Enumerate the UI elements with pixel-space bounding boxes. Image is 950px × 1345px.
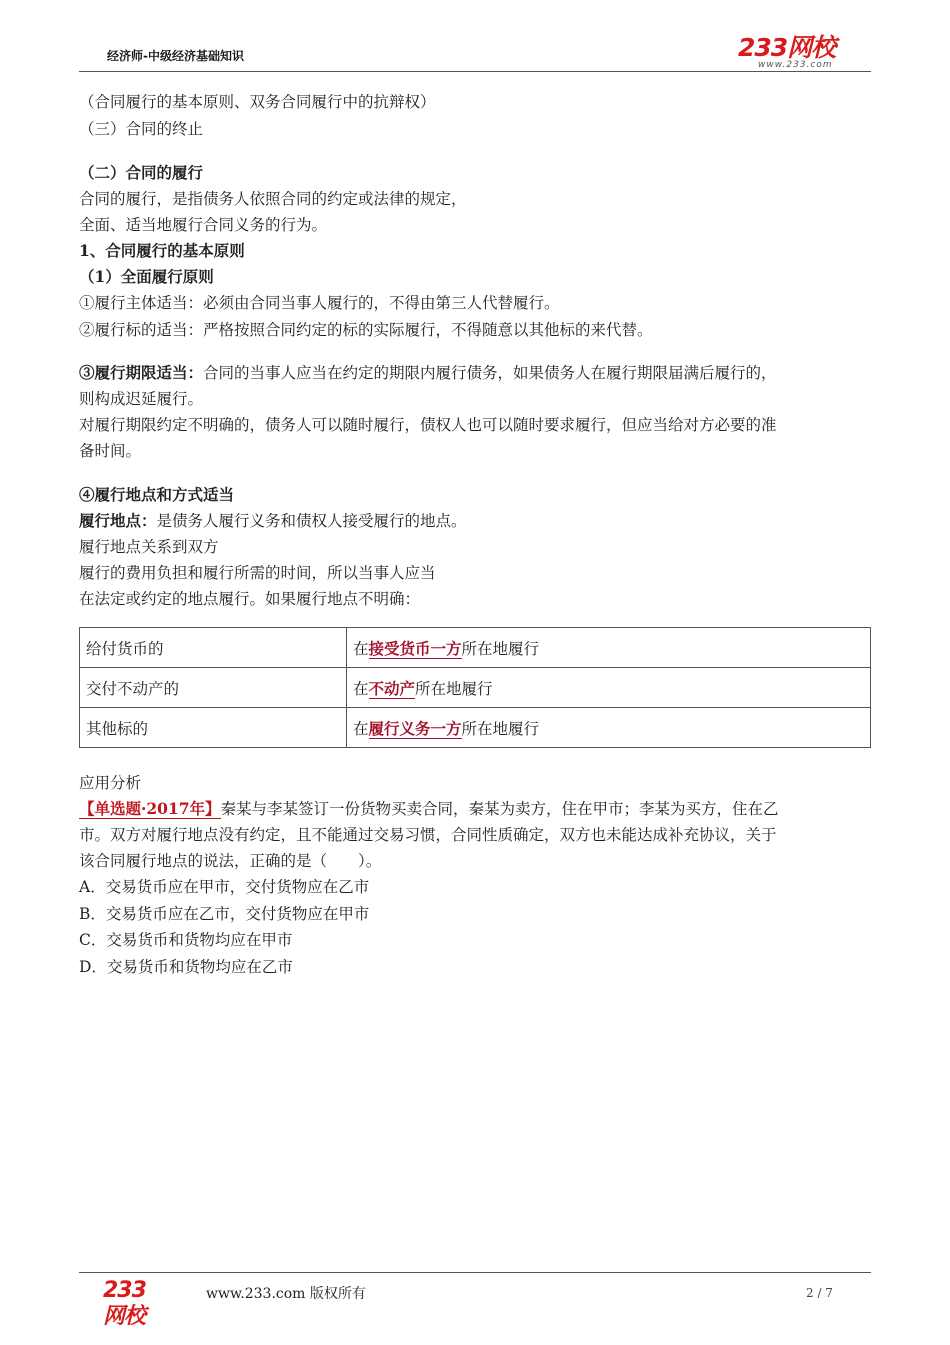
table-cell <box>347 628 871 668</box>
section-label: 应用分析 <box>79 774 142 792</box>
footer-divider <box>79 1272 871 1273</box>
text-line: ①履行主体适当：必须由合同当事人履行的，不得由第三人代替履行。 <box>79 294 560 312</box>
question-line <box>79 798 779 820</box>
header-title: 经济师-中级经济基础知识 <box>107 49 244 63</box>
highlight-text: 接受货币一方 <box>368 638 462 658</box>
text-line: 在法定或约定的地点履行。如果履行地点不明确： <box>79 590 421 608</box>
term-text: 合同的当事人应当在约定的期限内履行债务，如果债务人在履行期限届满后履行的， <box>203 364 777 382</box>
table-cell: 给付货币的 <box>80 628 347 668</box>
brand-logo[interactable] <box>738 35 853 73</box>
text-line: 合同的履行，是指债务人依照合同的约定或法律的规定， <box>79 190 467 208</box>
table-cell <box>347 708 871 748</box>
cell-text: 所在地履行 <box>461 719 540 738</box>
question-tag: 【单选题·2017年】 <box>79 799 221 818</box>
question-line: 市。双方对履行地点没有约定，且不能通过交易习惯，合同性质确定，双方也未能达成补充协议，关于 <box>79 826 777 844</box>
term-text: 是债务人履行义务和债权人接受履行的地点。 <box>156 512 467 530</box>
table-row <box>80 708 871 748</box>
table-cell <box>347 668 871 708</box>
text-line <box>79 510 467 532</box>
text-line: 全面、适当地履行合同义务的行为。 <box>79 216 328 234</box>
cell-text: 在 <box>353 679 369 698</box>
header-divider <box>79 71 871 72</box>
answer-option-b: B．交易货币应在乙市，交付货物应在甲市 <box>79 905 370 923</box>
text-line: ②履行标的适当：严格按照合同约定的标的实际履行，不得随意以其他标的来代替。 <box>79 321 653 339</box>
question-line: 该合同履行地点的说法，正确的是（ ）。 <box>79 852 382 870</box>
cell-text: 所在地履行 <box>461 639 540 658</box>
highlight-text: 不动产 <box>368 678 416 698</box>
text-line: （三）合同的终止 <box>79 120 204 138</box>
highlight-text: 履行义务一方 <box>368 718 462 738</box>
text-line <box>79 362 777 384</box>
text-line: 履行地点关系到双方 <box>79 538 219 556</box>
cell-text: 在 <box>353 639 369 658</box>
performance-place-table <box>79 627 871 748</box>
answer-option-c: C．交易货币和货物均应在甲市 <box>79 931 293 949</box>
term-label: ③履行期限适当： <box>79 363 204 382</box>
text-line: 备时间。 <box>79 442 142 460</box>
table-cell: 交付不动产的 <box>80 668 347 708</box>
text-line: （合同履行的基本原则、双务合同履行中的抗辩权） <box>79 93 436 111</box>
table-row <box>80 628 871 668</box>
question-text: 秦某与李某签订一份货物买卖合同，秦某为卖方，住在甲市；李某为买方，住在乙 <box>220 800 779 818</box>
text-line: 对履行期限约定不明确的，债务人可以随时履行，债权人也可以随时要求履行，但应当给对方必要的准 <box>79 416 777 434</box>
text-line: 履行的费用负担和履行所需的时间，所以当事人应当 <box>79 564 436 582</box>
page-number: 2 / 7 <box>806 1286 833 1300</box>
subsection-heading: ④履行地点和方式适当 <box>79 485 235 504</box>
text-line: 则构成迟延履行。 <box>79 390 204 408</box>
subsection-heading: 1、合同履行的基本原则 <box>79 241 245 260</box>
logo-url: www.233.com <box>758 60 833 70</box>
cell-text: 所在地履行 <box>415 679 493 698</box>
logo-text: 233网校 <box>103 1278 146 1329</box>
subsection-heading: （1）全面履行原则 <box>79 267 214 286</box>
answer-option-d: D．交易货币和货物均应在乙市 <box>79 958 293 976</box>
section-heading: （二）合同的履行 <box>79 163 204 182</box>
table-row <box>80 668 871 708</box>
term-label: 履行地点： <box>79 511 157 530</box>
copyright-text: www.233.com 版权所有 <box>206 1286 366 1302</box>
logo-text: 233网校 <box>738 33 836 62</box>
table-cell: 其他标的 <box>80 708 347 748</box>
answer-option-a: A．交易货币应在甲市，交付货物应在乙市 <box>79 878 370 896</box>
cell-text: 在 <box>353 719 369 738</box>
